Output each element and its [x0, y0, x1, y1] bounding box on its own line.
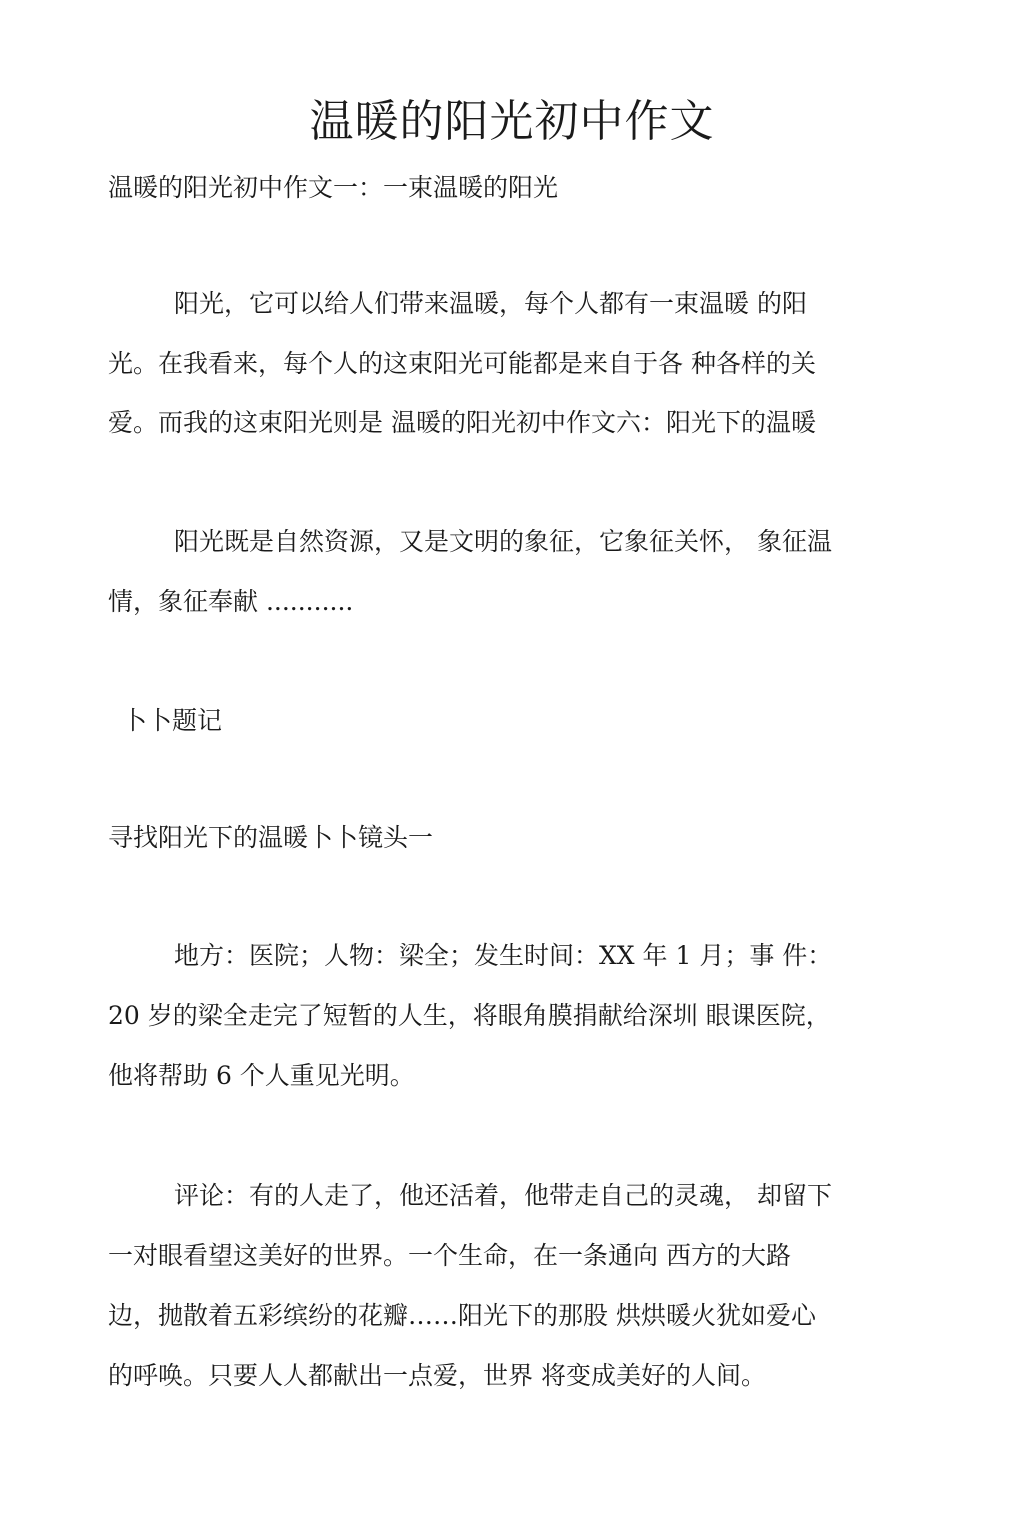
paragraph-2-line-2: 情，象征奉献 ........... [108, 587, 354, 616]
paragraph-4-line-4: 的呼唤。只要人人都献出一点爱，世界 将变成美好的人间。 [108, 1361, 766, 1390]
paragraph-4-line-2: 一对眼看望这美好的世界。一个生命，在一条通向 西方的大路 [108, 1241, 791, 1270]
document-subtitle: 温暖的阳光初中作文一：一束温暖的阳光 [108, 173, 559, 202]
paragraph-3-line-1: 地方：医院；人物：梁全；发生时间：XX 年 1 月；事 件： [174, 941, 833, 970]
paragraph-1-line-2: 光。在我看来，每个人的这束阳光可能都是来自于各 种各样的关 [108, 349, 816, 378]
heading-shot-1: 寻找阳光下的温暖卜卜镜头一 [108, 823, 434, 852]
paragraph-4-line-1: 评论：有的人走了，他还活着，他带走自己的灵魂， 却留下 [174, 1181, 832, 1210]
document-title: 温暖的阳光初中作文 [309, 96, 715, 147]
heading-tiji: 卜卜题记 [122, 706, 223, 735]
paragraph-4-line-3: 边，抛散着五彩缤纷的花瓣……阳光下的那股 烘烘暖火犹如爱心 [108, 1301, 816, 1330]
paragraph-1-line-1: 阳光，它可以给人们带来温暖，每个人都有一束温暖 的阳 [174, 289, 807, 318]
paragraph-3-line-3: 他将帮助 6 个人重见光明。 [108, 1061, 415, 1090]
paragraph-2-line-1: 阳光既是自然资源，又是文明的象征，它象征关怀， 象征温 [174, 527, 832, 556]
paragraph-3-line-2: 20 岁的梁全走完了短暂的人生，将眼角膜捐献给深圳 眼课医院， [108, 1001, 831, 1030]
paragraph-1-line-3: 爱。而我的这束阳光则是 温暖的阳光初中作文六：阳光下的温暖 [108, 408, 816, 437]
